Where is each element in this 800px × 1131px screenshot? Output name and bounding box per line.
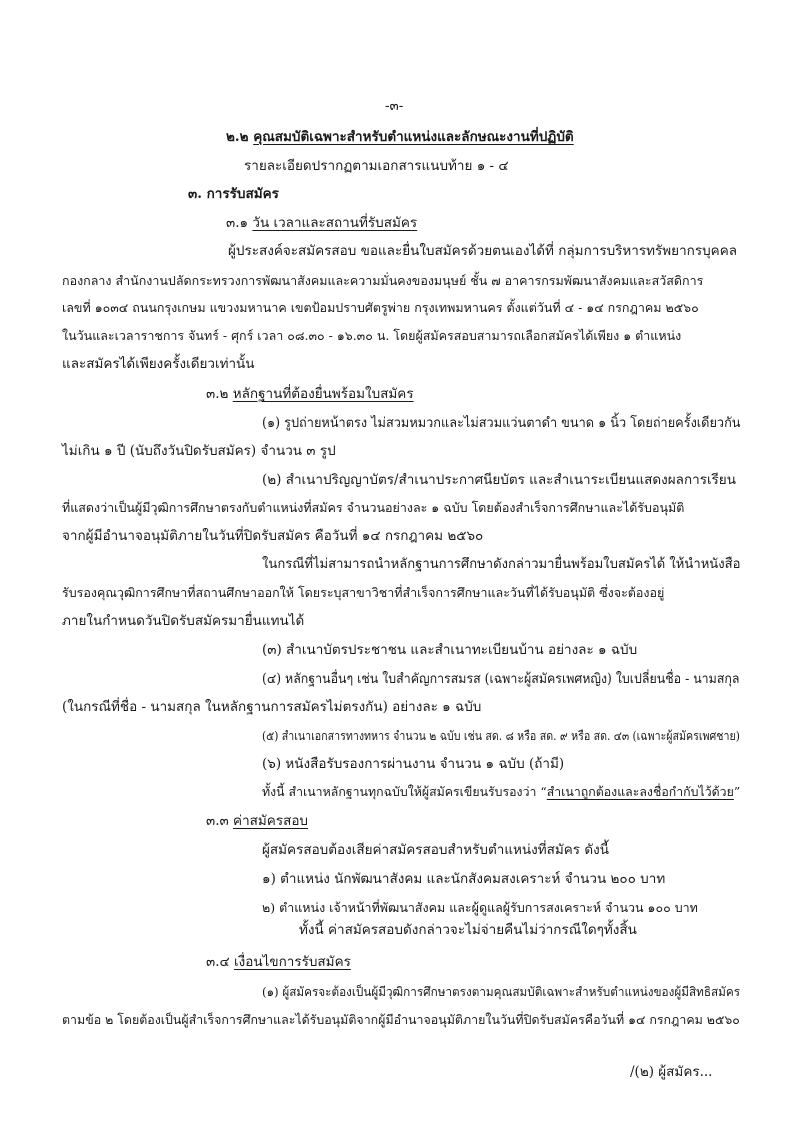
section-3-2-number: ๓.๒ bbox=[206, 386, 229, 402]
section-3-3-heading bbox=[206, 811, 308, 833]
condition-line: ตามข้อ ๒ โดยต้องเป็นผู้สำเร็จการศึกษาและได้รับอนุมัติจากผู้มีอำนาจอนุมัติภายในวันที่ปิดรับสมัครคือวันที่ ๑๔ กรกฎาคม ๒๕๖๐ bbox=[62, 1012, 740, 1027]
list-item: (๒) สำเนาปริญญาบัตร/สำเนาประกาศนียบัตร และสำเนาระเบียนแสดงผลการเรียน bbox=[262, 472, 736, 488]
section-3-1-number: ๓.๑ bbox=[226, 215, 249, 231]
fee-note: ทั้งนี้ ค่าสมัครสอบดังกล่าวจะไม่จ่ายคืนไม่ว่ากรณีใดๆทั้งสิ้น bbox=[299, 922, 637, 938]
certify-text: สำเนาถูกต้องและลงชื่อกำกับไว้ด้วย bbox=[546, 784, 734, 799]
fee-intro: ผู้สมัครสอบต้องเสียค่าสมัครสอบสำหรับตำแหน่งที่สมัคร ดังนี้ bbox=[262, 842, 609, 858]
certify-line bbox=[262, 782, 740, 804]
list-item: (๓) สำเนาบัตรประชาชน และสำเนาทะเบียนบ้าน อย่างละ ๑ ฉบับ bbox=[262, 642, 638, 658]
section-3-2-title: หลักฐานที่ต้องยื่นพร้อมใบสมัคร bbox=[232, 386, 414, 402]
certify-prefix: ทั้งนี้ สำเนาหลักฐานทุกฉบับให้ผู้สมัครเขียนรับรองว่า “ bbox=[262, 784, 547, 799]
section-3-4-number: ๓.๔ bbox=[206, 954, 230, 970]
fee-item: ๒) ตำแหน่ง เจ้าหน้าที่พัฒนาสังคม และผู้ดูแลผู้รับการสงเคราะห์ จำนวน ๑๐๐ บาท bbox=[262, 900, 698, 915]
section-3-3-number: ๓.๓ bbox=[206, 813, 229, 829]
section-3-2-heading bbox=[206, 384, 414, 406]
paragraph-line: เลขที่ ๑๐๓๔ ถนนกรุงเกษม แขวงมหานาค เขตป้อมปราบศัตรูพ่าย กรุงเทพมหานคร ตั้งแต่วันที่ ๔ - ๑๔ กรกฎาคม ๒๕๖๐ bbox=[62, 300, 699, 315]
section-3-4-title: เงื่อนไขการรับสมัคร bbox=[234, 954, 351, 970]
paragraph-line: ในวันและเวลาราชการ จันทร์ - ศุกร์ เวลา ๐๘.๓๐ - ๑๖.๓๐ น. โดยผู้สมัครสอบสามารถเลือกสมัครได้เพียง ๑ ตำแหน่ง bbox=[62, 328, 682, 343]
list-item-cont: จากผู้มีอำนาจอนุมัติภายในวันที่ปิดรับสมัคร คือวันที่ ๑๔ กรกฎาคม ๒๕๖๐ bbox=[62, 528, 484, 544]
paragraph-line: และสมัครได้เพียงครั้งเดียวเท่านั้น bbox=[62, 356, 255, 372]
condition-line: (๑) ผู้สมัครจะต้องเป็นผู้มีวุฒิการศึกษาตรงตามคุณสมบัติเฉพาะสำหรับตำแหน่งของผู้มีสิทธิสมัคร bbox=[262, 984, 741, 999]
note-line: ภายในกำหนดวันปิดรับสมัครมายื่นแทนได้ bbox=[62, 613, 305, 629]
note-line: ในกรณีที่ไม่สามารถนำหลักฐานการศึกษาดังกล่าวมายื่นพร้อมใบสมัครได้ ให้นำหนังสือ bbox=[262, 556, 741, 572]
list-item: (๕) สำเนาเอกสารทางทหาร จำนวน ๒ ฉบับ เช่น สด. ๘ หรือ สด. ๙ หรือ สด. ๔๓ (เฉพาะผู้สมัครเพศชาย) bbox=[262, 728, 740, 743]
list-item: (๖) หนังสือรับรองการผ่านงาน จำนวน ๑ ฉบับ (ถ้ามี) bbox=[262, 756, 565, 772]
section-2-2-title: คุณสมบัติเฉพาะสำหรับตำแหน่งและลักษณะงานที่ปฏิบัติ bbox=[253, 129, 574, 145]
section-3-3-title: ค่าสมัครสอบ bbox=[233, 813, 308, 829]
section-3-1-title: วัน เวลาและสถานที่รับสมัคร bbox=[252, 215, 418, 231]
fee-item: ๑) ตำแหน่ง นักพัฒนาสังคม และนักสังคมสงเคราะห์ จำนวน ๒๐๐ บาท bbox=[262, 871, 666, 887]
certify-suffix: ” bbox=[733, 784, 741, 799]
section-3-1-heading bbox=[226, 213, 417, 235]
continuation-marker: /(๒) ผู้สมัคร... bbox=[630, 1064, 713, 1080]
section-3-4-heading bbox=[206, 952, 351, 974]
list-item-cont: ไม่เกิน ๑ ปี (นับถึงวันปิดรับสมัคร) จำนวน ๓ รูป bbox=[62, 443, 336, 459]
note-line: รับรองคุณวุฒิการศึกษาที่สถานศึกษาออกให้ โดยระบุสาขาวิชาที่สำเร็จการศึกษาและวันที่ได้รับอนุมัติ ซึ่งจะต้องอยู่ bbox=[62, 585, 665, 600]
paragraph-line: กองกลาง สำนักงานปลัดกระทรวงการพัฒนาสังคมและความมั่นคงของมนุษย์ ชั้น ๗ อาคารกรมพัฒนาสังคมและสวัสดิการ bbox=[62, 273, 704, 288]
list-item-cont: (ในกรณีที่ชื่อ - นามสกุล ในหลักฐานการสมัครไม่ตรงกัน) อย่างละ ๑ ฉบับ bbox=[62, 699, 482, 715]
section-2-2-detail: รายละเอียดปรากฏตามเอกสารแนบท้าย ๑ - ๔ bbox=[244, 158, 509, 174]
section-2-2-heading bbox=[226, 127, 574, 149]
paragraph-line: ผู้ประสงค์จะสมัครสอบ ขอและยื่นใบสมัครด้วยตนเองได้ที่ กลุ่มการบริหารทรัพยากรบุคคล bbox=[228, 243, 737, 259]
list-item: (๑) รูปถ่ายหน้าตรง ไม่สวมหมวกและไม่สวมแว่นตาดำ ขนาด ๑ นิ้ว โดยถ่ายครั้งเดียวกัน bbox=[262, 415, 741, 431]
list-item: (๔) หลักฐานอื่นๆ เช่น ใบสำคัญการสมรส (เฉพาะผู้สมัครเพศหญิง) ใบเปลี่ยนชื่อ - นามสกุล bbox=[262, 671, 740, 687]
section-3-heading: ๓. การรับสมัคร bbox=[188, 186, 279, 202]
section-2-2-number: ๒.๒ bbox=[226, 129, 249, 145]
list-item-cont: ที่แสดงว่าเป็นผู้มีวุฒิการศึกษาตรงกับตำแหน่งที่สมัคร จำนวนอย่างละ ๑ ฉบับ โดยต้องสำเร็จการศึกษาและได้รับอนุมัติ bbox=[62, 500, 685, 515]
page-number: -๓- bbox=[385, 98, 404, 114]
